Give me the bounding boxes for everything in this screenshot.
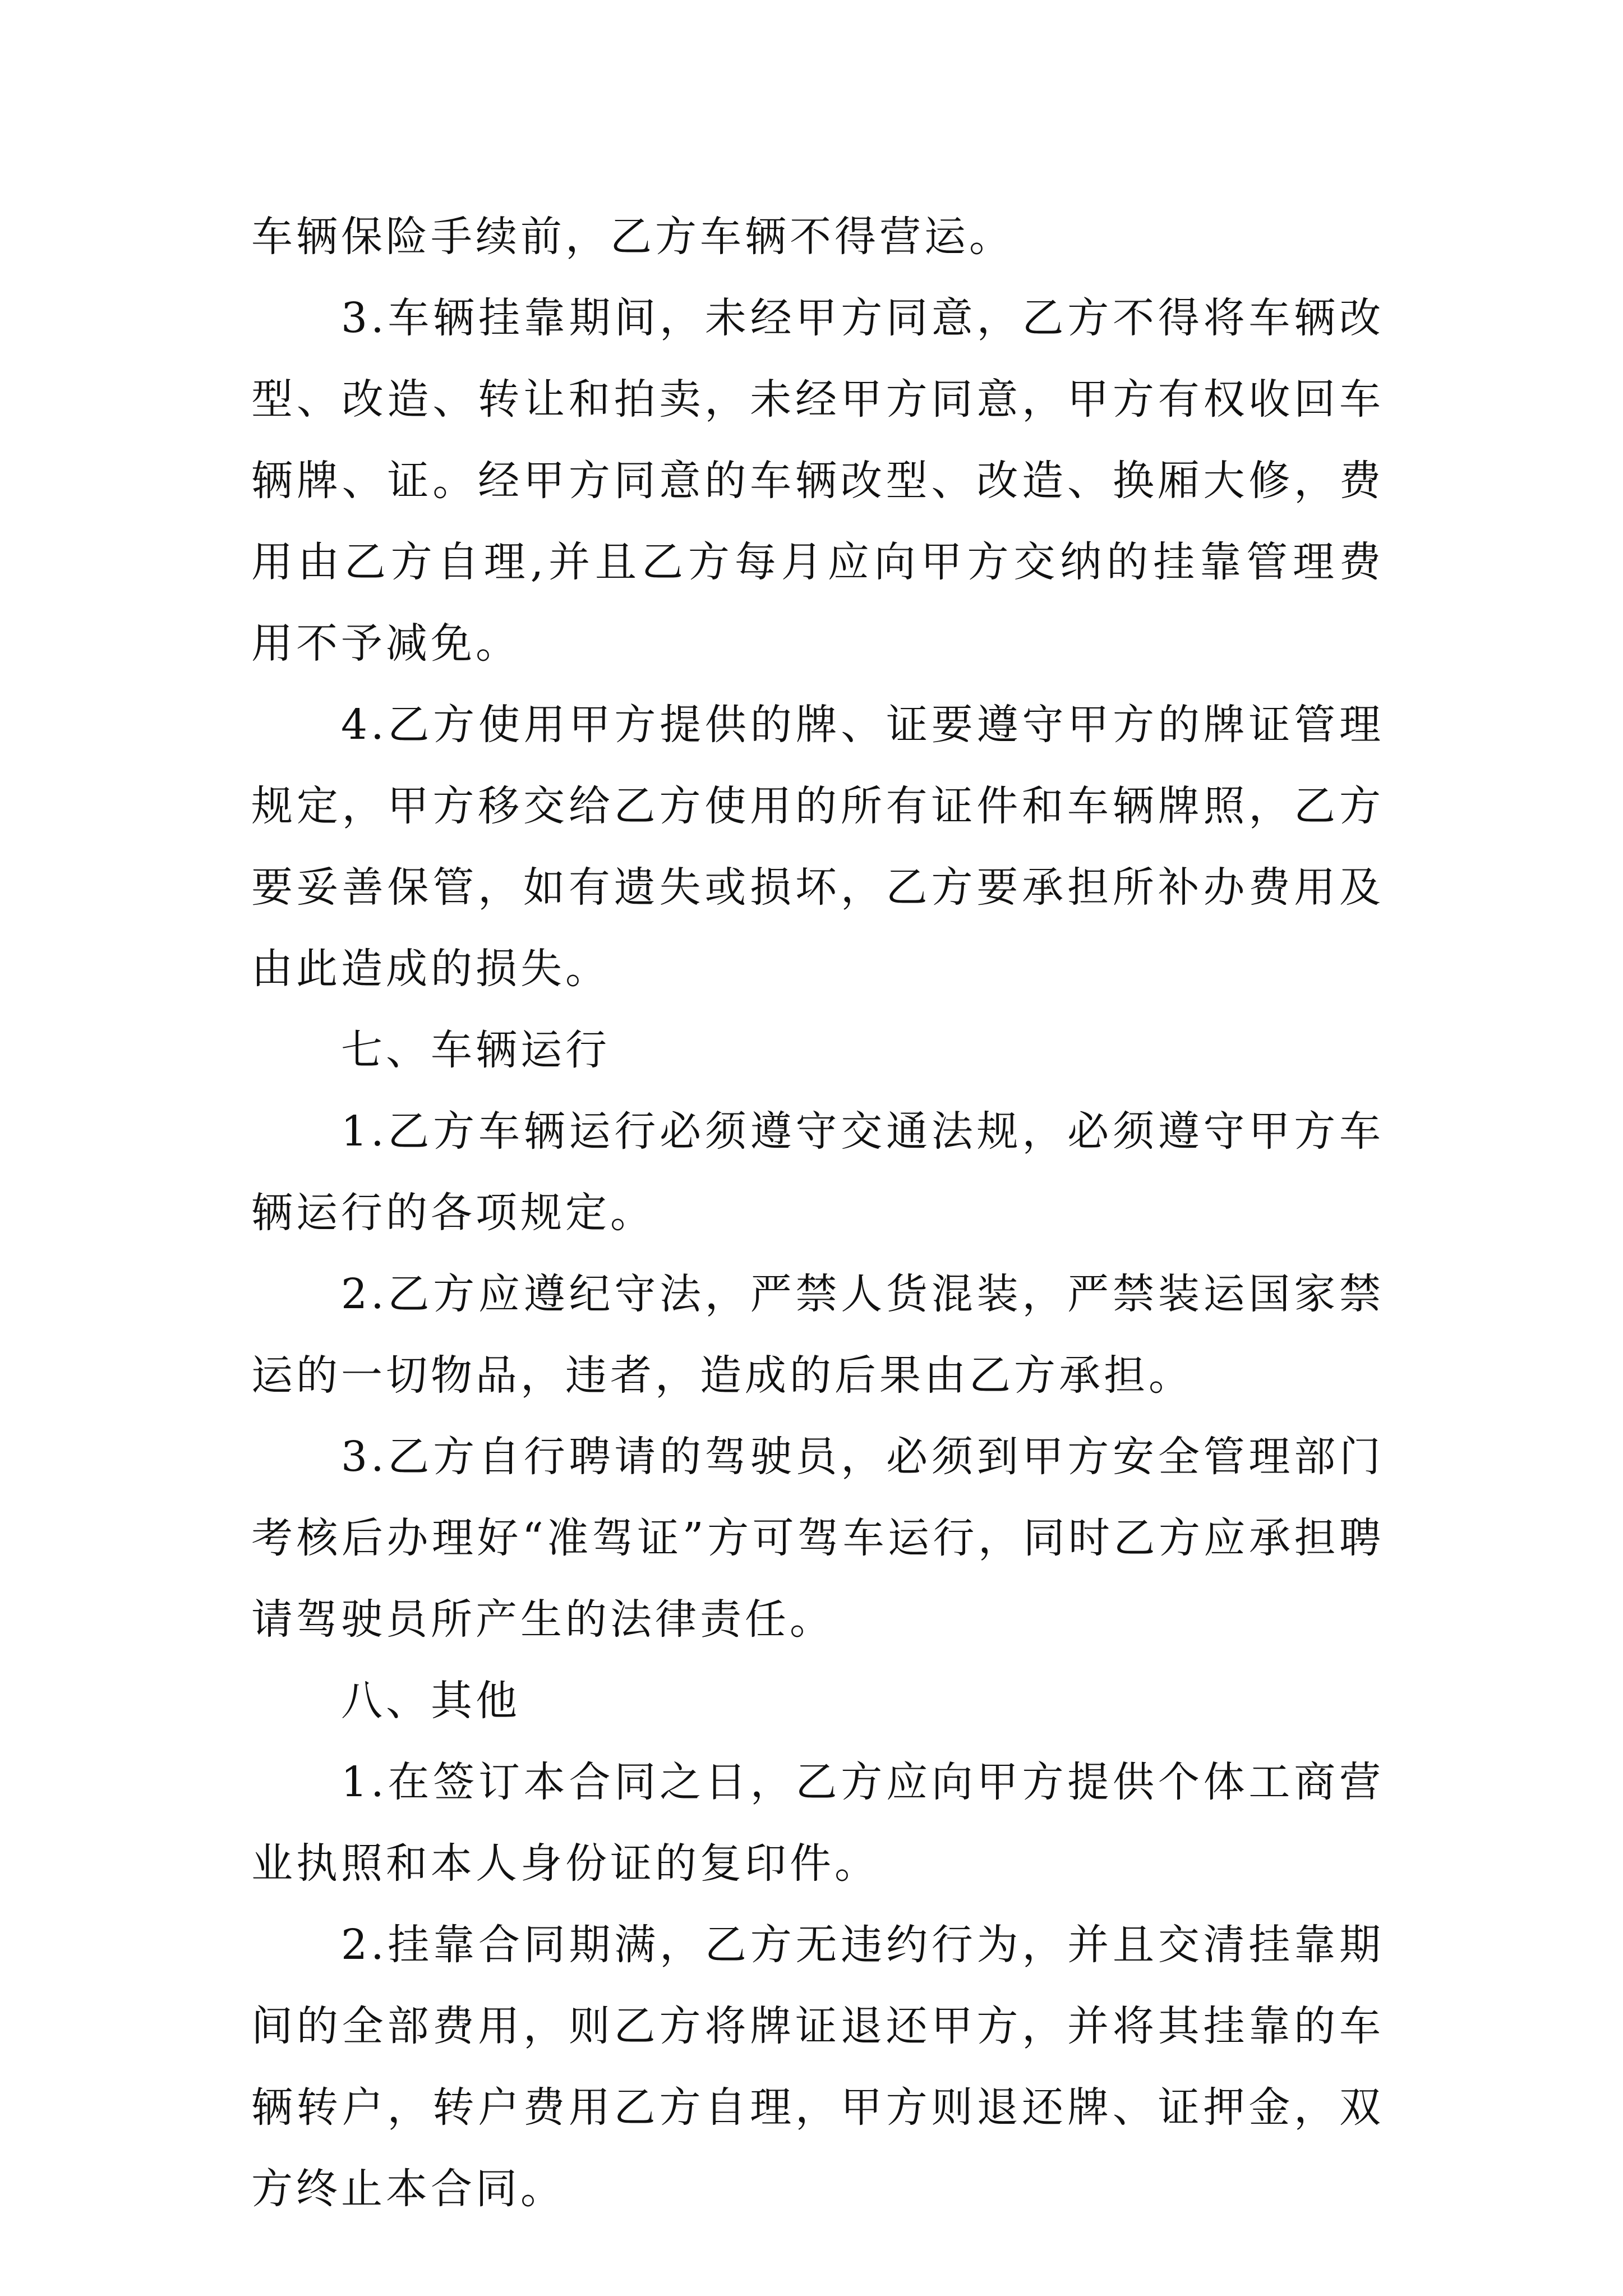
document-body bbox=[251, 196, 1384, 2230]
section-heading-7: 七、车辆运行 bbox=[341, 1026, 610, 1074]
paragraph-clause-6-4: 4.乙方使用甲方提供的牌、证要遵守甲方的牌证管理规定，甲方移交给乙方使用的所有证件和车辆牌照，乙方要妥善保管，如有遗失或损坏，乙方要承担所补办费用及由此造成的损失。 bbox=[251, 701, 1384, 993]
paragraph-clause-8-2: 2.挂靠合同期满，乙方无违约行为，并且交清挂靠期间的全部费用，则乙方将牌证退还甲方，并将其挂靠的车辆转户，转户费用乙方自理，甲方则退还牌、证押金，双方终止本合同。 bbox=[251, 1921, 1384, 2213]
paragraph-continuation: 车辆保险手续前，乙方车辆不得营运。 bbox=[251, 213, 1014, 261]
paragraph-clause-7-1: 1.乙方车辆运行必须遵守交通法规，必须遵守甲方车辆运行的各项规定。 bbox=[251, 1107, 1384, 1237]
paragraph-clause-7-2: 2.乙方应遵纪守法，严禁人货混装，严禁装运国家禁运的一切物品，违者，造成的后果由乙方承担。 bbox=[251, 1270, 1384, 1400]
paragraph-clause-6-3: 3.车辆挂靠期间，未经甲方同意，乙方不得将车辆改型、改造、转让和拍卖，未经甲方同意，甲方有权收回车辆牌、证。经甲方同意的车辆改型、改造、换厢大修，费用由乙方自理,并且乙方每月应向甲方交纳的挂靠管理费用不予减免。 bbox=[251, 294, 1384, 668]
paragraph-clause-8-1: 1.在签订本合同之日，乙方应向甲方提供个体工商营业执照和本人身份证的复印件。 bbox=[251, 1758, 1384, 1888]
paragraph-clause-7-3: 3.乙方自行聘请的驾驶员，必须到甲方安全管理部门考核后办理好“准驾证”方可驾车运行，同时乙方应承担聘请驾驶员所产生的法律责任。 bbox=[251, 1433, 1384, 1644]
section-heading-8: 八、其他 bbox=[341, 1677, 520, 1725]
